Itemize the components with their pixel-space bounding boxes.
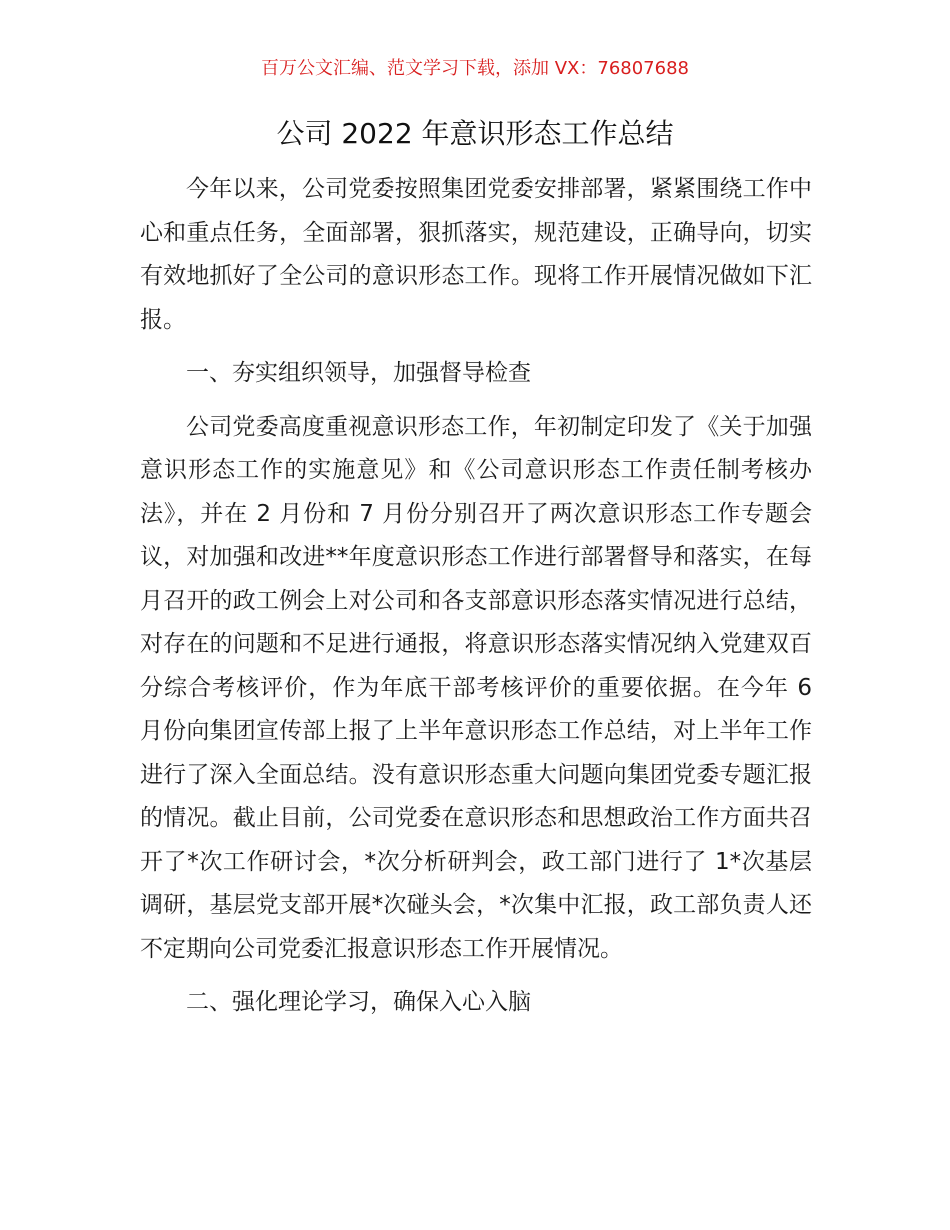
section-1-paragraph: 公司党委高度重视意识形态工作，年初制定印发了《关于加强意识形态工作的实施意见》和《公司意识形态工作责任制考核办法》，并在 2 月份和 7 月份分别召开了两次意识形态工作专题会议，对加强和改进**年度意识形态工作进行部署督导和落实，在每月召开的政工例会上对公司和各支部意识形态落实情况进行总结，对存在的问题和不足进行通报，将意识形态落实情况纳入党建双百分综合考核评价，作为年底干部考核评价的重要依据。在今年 6 月份向集团宣传部上报了上半年意识形态工作总结，对上半年工作进行了深入全面总结。没有意识形态重大问题向集团党委专题汇报的情况。截止目前，公司党委在意识形态和思想政治工作方面共召开了*次工作研讨会，*次分析研判会，政工部门进行了 1*次基层调研，基层党支部开展*次碰头会，*次集中汇报，政工部负责人还不定期向公司党委汇报意识形态工作开展情况。 (140, 413, 812, 962)
document-title: 公司 2022 年意识形态工作总结 (276, 117, 674, 150)
intro-paragraph: 今年以来，公司党委按照集团党委安排部署，紧紧围绕工作中心和重点任务，全面部署，狠抓落实，规范建设，正确导向，切实有效地抓好了全公司的意识形态工作。现将工作开展情况做如下汇报。 (140, 176, 812, 333)
section-1-heading: 一、夯实组织领导，加强督导检查 (186, 360, 531, 386)
section-2-heading: 二、强化理论学习，确保入心入脑 (186, 989, 531, 1015)
document-body (140, 168, 812, 1035)
header-banner: 百万公文汇编、范文学习下载，添加 VX：76807688 (261, 58, 689, 79)
